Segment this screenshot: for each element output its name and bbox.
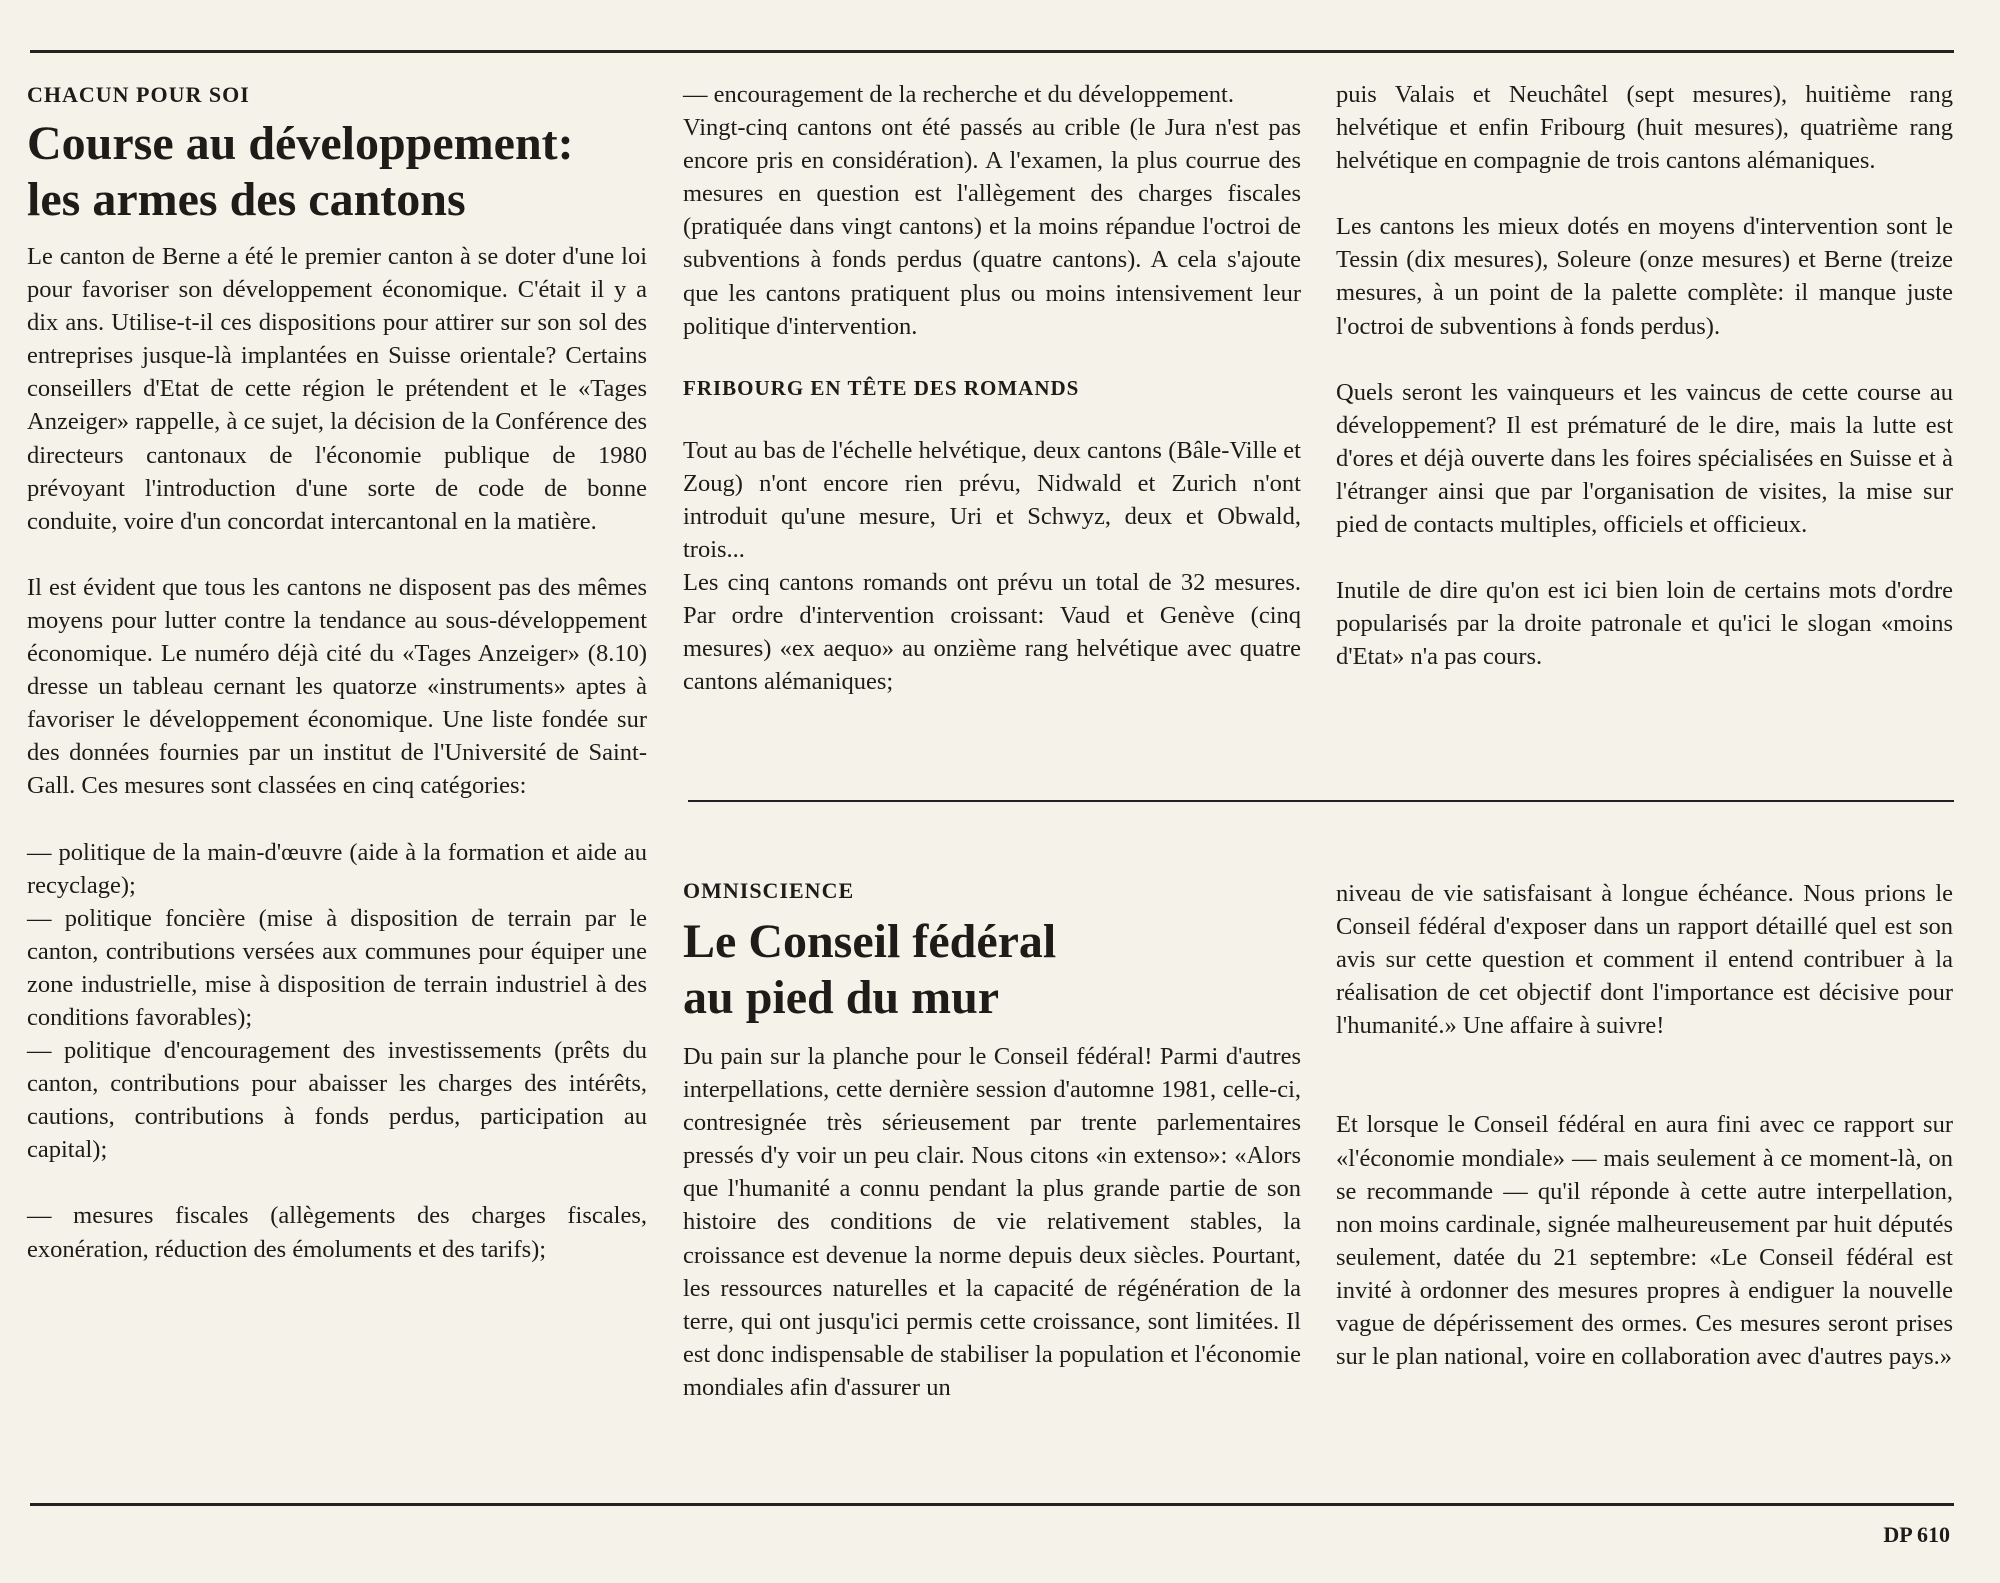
article1-paragraph-8: Inutile de dire qu'on est ici bien loin de certains mots d'ordre popularisés par la droite patronale et qu'ici le slogan «moins d'Etat» n'a pas cours. <box>1336 577 1953 671</box>
article1-subhead: FRIBOURG EN TÊTE DES ROMANDS <box>683 375 1080 400</box>
article2-headline-line2: au pied du mur <box>683 971 1000 1024</box>
article1-paragraph-3: Vingt-cinq cantons ont été passés au crible (le Jura n'est pas encore pris en considération). A l'examen, la plus courrue des mesures en question est l'allègement des charges fiscales (pratiquée dans vingt cantons) et la moins répandue l'octroi de subventions à fonds perdus (quatre cantons). A cela s'ajoute que les cantons pratiquent plus ou moins intensivement leur politique d'intervention. <box>683 114 1301 340</box>
article1-column-3 <box>1336 78 1953 673</box>
article1-paragraph-1: Le canton de Berne a été le premier canton à se doter d'une loi pour favoriser son développement économique. C'était il y a dix ans. Utilise-t-il ces dispositions pour attirer sur son sol des entreprises jusque-là implantées en Suisse orientale? Certains conseillers d'Etat de cette région le prétendent et le «Tages Anzeiger» rappelle, à ce sujet, la décision de la Conférence des directeurs cantonaux de l'économie publique de 1980 prévoyant l'introduction d'une sorte de code de bonne conduite, voire d'un concordat intercantonal en la matière. <box>27 243 647 535</box>
article2-column-1 <box>683 878 1301 1404</box>
article1-paragraph-2: Il est évident que tous les cantons ne disposent pas des mêmes moyens pour lutter contre la tendance au sous-développement économique. Le numéro déjà cité du «Tages Anzeiger» (8.10) dresse un tableau cernant les quatorze «instruments» aptes à favoriser le développement économique. Une liste fondée sur des données fournies par un institut de l'Université de Saint-Gall. Ces mesures sont classées en cinq catégories: <box>27 573 647 800</box>
article2-paragraph-1a: Du pain sur la planche pour le Conseil fédéral! Parmi d'autres interpellations, cette dernière session d'automne 1981, celle-ci, contresignée très sérieusement par trente parlementaires pressés d'y voir un peu clair. Nous citons «in extenso»: «Alors que l'humanité a connu pendant la plus grande partie de son histoire des conditions de vie relativement stables, la croissance est devenue la norme depuis deux siècles. Pourtant, les ressources naturelles et la capacité de régénération de la terre, qui ont jusqu'ici permis cette croissance, sont limitées. Il est donc indispensable de stabiliser la population et l'économie mondiales afin d'assurer un <box>683 1043 1301 1401</box>
bottom-rule <box>30 1503 1954 1506</box>
article1-paragraph-5a: Les cinq cantons romands ont prévu un total de 32 mesures. Par ordre d'intervention croissant: Vaud et Genève (cinq mesures) «ex aequo» au onzième rang helvétique avec quatre cantons alémaniques; <box>683 569 1301 696</box>
article1-list-item-1: — politique de la main-d'œuvre (aide à la formation et aide au recyclage); <box>27 838 647 899</box>
middle-rule <box>688 800 1954 802</box>
article2-kicker: OMNISCIENCE <box>683 878 855 903</box>
article1-paragraph-6: Les cantons les mieux dotés en moyens d'intervention sont le Tessin (dix mesures), Soleure (onze mesures) et Berne (treize mesures, à un point de la palette complète: il manque juste l'octroi de subventions à fonds perdus). <box>1336 213 1953 340</box>
article1-list-item-5: — encouragement de la recherche et du développement. <box>683 81 1234 108</box>
article1-list-item-2: — politique foncière (mise à disposition de terrain par le canton, contributions versées aux communes pour équiper une zone industrielle, mise à disposition de terrain industriel à des conditions favorables); <box>27 904 647 1031</box>
top-rule <box>30 50 1954 53</box>
article1-column-1 <box>27 82 647 1266</box>
article1-column-2 <box>683 78 1301 699</box>
article1-headline-line2: les armes des cantons <box>27 173 466 226</box>
article1-paragraph-5b: puis Valais et Neuchâtel (sept mesures), huitième rang helvétique et enfin Fribourg (huit mesures), quatrième rang helvétique en compagnie de trois cantons alémaniques. <box>1336 81 1953 175</box>
article1-headline <box>27 116 647 228</box>
article2-paragraph-2: Et lorsque le Conseil fédéral en aura fini avec ce rapport sur «l'économie mondiale» — mais seulement à ce moment-là, on se recommande — qu'il réponde à cette autre interpellation, non moins cardinale, signée malheureusement par huit députés seulement, datée du 21 septembre: «Le Conseil fédéral est invité à ordonner des mesures propres à endiguer la nouvelle vague de dépérissement des ormes. Ces mesures seront prises sur le plan national, voire en collaboration avec d'autres pays.» <box>1336 1111 1953 1371</box>
article1-headline-line1: Course au développement: <box>27 117 574 170</box>
article1-list-item-3: — politique d'encouragement des investissements (prêts du canton, contributions pour abaisser les charges des intérêts, cautions, contributions à fonds perdus, participation au capital); <box>27 1037 647 1164</box>
article2-column-2 <box>1336 877 1953 1373</box>
article1-paragraph-7: Quels seront les vainqueurs et les vaincus de cette course au développement? Il est prématuré de le dire, mais la lutte est d'ores et déjà ouverte dans les foires spécialisées en Suisse et à l'étranger ainsi que par l'organisation de visites, la mise sur pied de contacts multiples, officiels et officieux. <box>1336 378 1953 539</box>
article2-headline <box>683 914 1301 1026</box>
page-number: DP 610 <box>1883 1522 1950 1547</box>
article2-headline-line1: Le Conseil fédéral <box>683 915 1057 968</box>
article1-kicker: CHACUN POUR SOI <box>27 82 250 107</box>
article1-list-item-4: — mesures fiscales (allègements des charges fiscales, exonération, réduction des émoluments et des tarifs); <box>27 1202 647 1263</box>
article2-paragraph-1b: niveau de vie satisfaisant à longue échéance. Nous prions le Conseil fédéral d'exposer dans un rapport détaillé quel est son avis sur cette question et comment il entend contribuer à la réalisation de cet objectif dont l'importance est décisive pour l'humanité.» Une affaire à suivre! <box>1336 880 1953 1040</box>
article1-paragraph-4: Tout au bas de l'échelle helvétique, deux cantons (Bâle-Ville et Zoug) n'ont encore rien prévu, Nidwald et Zurich n'ont introduit qu'une mesure, Uri et Schwyz, deux et Obwald, trois... <box>683 436 1301 564</box>
